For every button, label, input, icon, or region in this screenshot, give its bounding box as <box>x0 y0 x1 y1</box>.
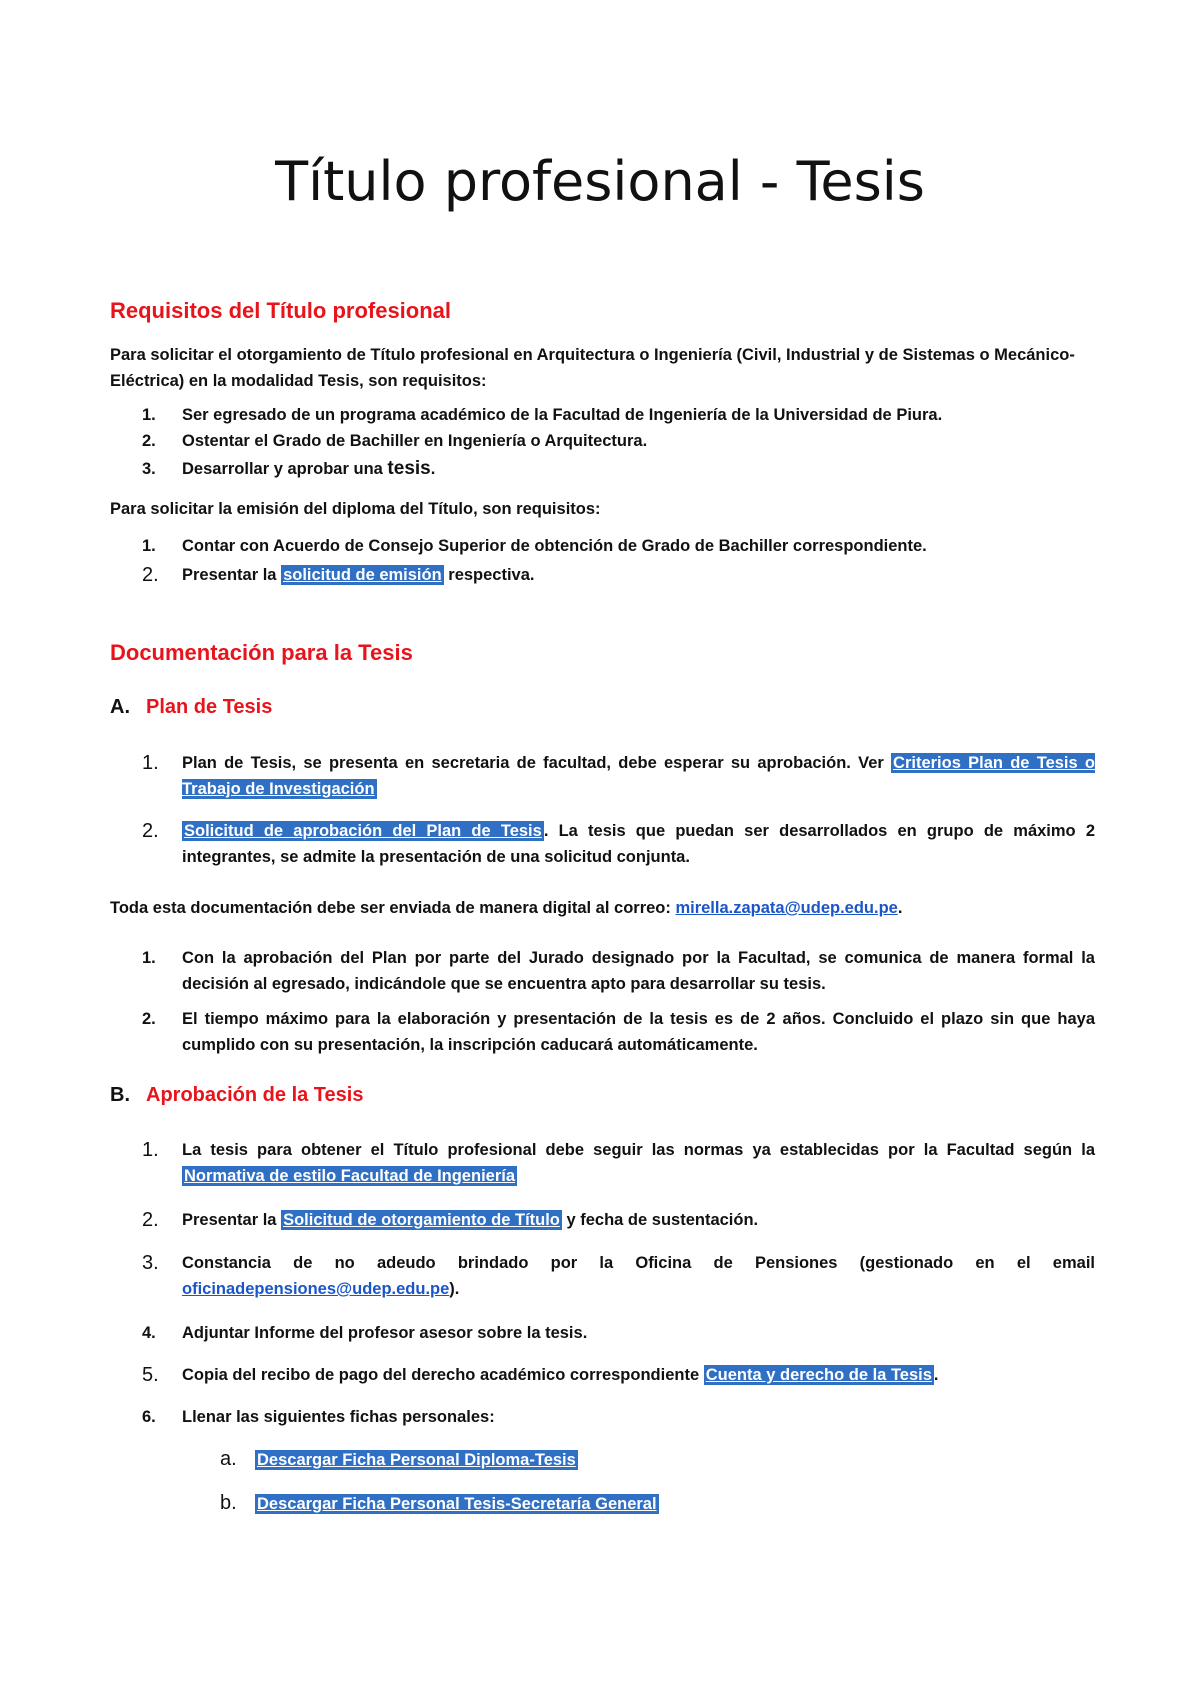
normativa-estilo-link[interactable]: Normativa de estilo Facultad de Ingeniería <box>184 1167 516 1185</box>
documentacion-heading: Documentación para la Tesis <box>110 640 413 665</box>
email-link[interactable]: mirella.zapata@udep.edu.pe <box>675 899 898 917</box>
sub-list-item: b. Descargar Ficha Personal Tesis-Secretaría General <box>220 1492 657 1514</box>
list-item: 1. La tesis para obtener el Título profesional debe seguir las normas ya establecidas por la Facultad según la Normativa de estilo Facultad de Ingeniería <box>142 1139 1095 1185</box>
email-instruction: Toda esta documentación debe ser enviada de manera digital al correo: mirella.zapata@udep.edu.pe. <box>110 899 903 917</box>
solicitud-otorgamiento-link[interactable]: Solicitud de otorgamiento de Título <box>283 1211 560 1229</box>
ficha-secretaria-link[interactable]: Descargar Ficha Personal Tesis-Secretaría General <box>257 1495 657 1513</box>
diploma-intro: Para solicitar la emisión del diploma del Título, son requisitos: <box>110 500 601 518</box>
list-item: 2. Presentar la Solicitud de otorgamiento de Título y fecha de sustentación. <box>142 1209 759 1231</box>
list-item: 2. Presentar la solicitud de emisión respectiva. <box>142 564 535 586</box>
criterios-plan-link[interactable]: Criterios Plan de Tesis o Trabajo de Investigación <box>182 754 1095 798</box>
list-item: 1. Contar con Acuerdo de Consejo Superior de obtención de Grado de Bachiller correspondiente. <box>142 537 927 555</box>
list-item: 2. El tiempo máximo para la elaboración y presentación de la tesis es de 2 años. Concluido el plazo sin que haya cumplido con su presentación, la inscripción caducará automáticamente. <box>142 1010 1095 1054</box>
list-item: 1. Ser egresado de un programa académico de la Facultad de Ingeniería de la Universidad de Piura. <box>142 406 943 424</box>
list-item: 1. Plan de Tesis, se presenta en secretaria de facultad, debe esperar su aprobación. Ver Criterios Plan de Tesis o Trabajo de Investigación <box>142 752 1095 798</box>
requisitos-intro: Para solicitar el otorgamiento de Título profesional en Arquitectura o Ingeniería (Civil, Industrial y de Sistemas o Mecánico-Eléctrica) en la modalidad Tesis, son requisitos: <box>110 346 1075 390</box>
page-title: Título profesional - Tesis <box>275 150 925 213</box>
pensiones-email-link[interactable]: oficinadepensiones@udep.edu.pe <box>182 1280 450 1298</box>
list-item: 2. Solicitud de aprobación del Plan de Tesis . La tesis que puedan ser desarrollados en grupo de máximo 2 integrantes, se admite la presentación de una solicitud conjunta. <box>142 820 1095 866</box>
ficha-diploma-link[interactable]: Descargar Ficha Personal Diploma-Tesis <box>257 1451 576 1469</box>
list-item: 3. Constancia de no adeudo brindado por la Oficina de Pensiones (gestionado en el email oficinadepensiones@udep.edu.pe). <box>142 1252 1095 1298</box>
list-item: 6. Llenar las siguientes fichas personales: <box>142 1408 495 1426</box>
solicitud-aprobacion-plan-link[interactable]: Solicitud de aprobación del Plan de Tesis <box>184 822 542 840</box>
plan-tesis-heading: A. Plan de Tesis <box>110 696 273 718</box>
list-item: 4. Adjuntar Informe del profesor asesor sobre la tesis. <box>142 1324 588 1342</box>
tesis-emphasis: tesis <box>387 458 431 479</box>
solicitud-emision-link[interactable]: solicitud de emisión <box>283 566 442 584</box>
list-item: 2. Ostentar el Grado de Bachiller en Ingeniería o Arquitectura. <box>142 432 648 450</box>
list-item: 3. Desarrollar y aprobar una tesis. <box>142 458 436 479</box>
list-item: 1. Con la aprobación del Plan por parte del Jurado designado por la Facultad, se comunica de manera formal la decisión al egresado, indicándole que se encuentra apto para desarrollar su tesis. <box>142 949 1095 993</box>
list-item: 5. Copia del recibo de pago del derecho académico correspondiente Cuenta y derecho de la Tesis . <box>142 1364 939 1386</box>
requisitos-heading: Requisitos del Título profesional <box>110 298 452 323</box>
sub-list-item: a. Descargar Ficha Personal Diploma-Tesis <box>220 1448 576 1470</box>
aprobacion-tesis-heading: B. Aprobación de la Tesis <box>110 1084 364 1106</box>
cuenta-derecho-link[interactable]: Cuenta y derecho de la Tesis <box>705 1366 932 1384</box>
